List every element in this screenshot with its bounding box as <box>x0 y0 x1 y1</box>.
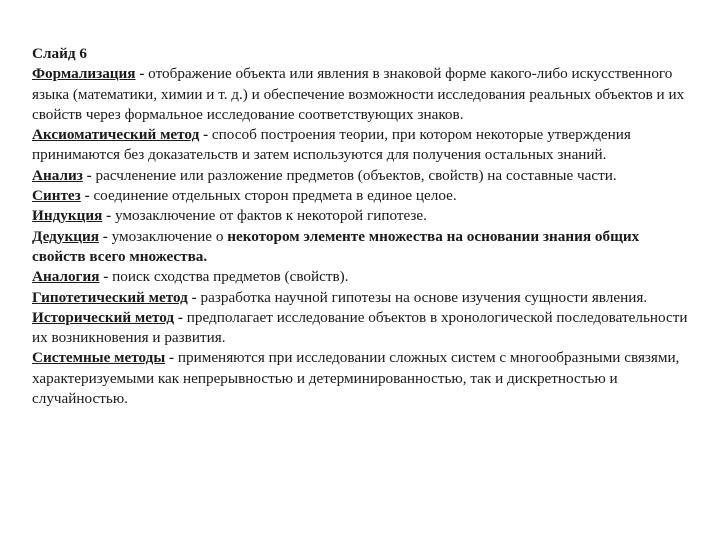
definition-text: соединение отдельных сторон предмета в единое целое. <box>93 187 457 205</box>
definition-text: отображение объекта или явления в знаковой форме какого-либо искусственного языка (математики, химии и т. д.) и обеспечение возможности исследования реальных объектов и их свойств через формальное исследование соответствующих знаков. <box>32 65 685 123</box>
definition-hypothetical-method <box>32 288 692 308</box>
definition-text: предполагает исследование объектов в хронологической последовательности их возникновения и развития. <box>32 308 688 347</box>
definition-text: способ построения теории, при котором некоторые утверждения принимаются без доказательств и затем используются для получения остальных знаний. <box>32 126 631 164</box>
term-hypothetical-method: Гипотетический метод <box>32 288 188 306</box>
term-dash: - <box>82 166 96 184</box>
term-dash: - <box>165 349 178 367</box>
definition-analysis <box>32 166 692 186</box>
term-axiomatic-method: Аксиоматический метод <box>32 126 200 144</box>
definition-deduction <box>32 227 692 268</box>
definition-formalization <box>32 64 692 125</box>
slide-title: Слайд 6 <box>32 45 87 62</box>
definition-text: поиск сходства предметов (свойств). <box>112 268 349 286</box>
definition-text: расчленение или разложение предметов (объектов, свойств) на составные части. <box>95 166 617 184</box>
term-analogy: Аналогия <box>32 268 100 286</box>
definition-text: умозаключение от фактов к некоторой гипотезе. <box>114 207 427 225</box>
term-dash: - <box>174 308 187 326</box>
term-induction: Индукция <box>32 207 103 225</box>
term-dash: - <box>102 207 115 225</box>
definition-text: разработка научной гипотезы на основе изучения сущности явления. <box>200 288 648 306</box>
definition-axiomatic-method <box>32 125 692 166</box>
slide-body <box>32 44 692 409</box>
definition-text: применяются при исследовании сложных систем с многообразными связями, характеризуемыми как непрерывностью и детерминированностью, так и дискретностью и случайностью. <box>32 349 680 408</box>
term-dash: - <box>199 126 212 144</box>
term-dash: - <box>80 187 94 205</box>
definition-induction <box>32 206 692 226</box>
term-dash: - <box>99 268 113 286</box>
definition-synthesis <box>32 186 692 206</box>
term-dash: - <box>187 288 201 306</box>
term-system-methods: Системные методы <box>32 349 166 367</box>
term-dash: - <box>98 227 112 245</box>
definition-analogy <box>32 267 692 287</box>
definition-text: умозаключение о <box>111 227 228 245</box>
term-historical-method: Исторический метод <box>32 308 175 326</box>
term-deduction: Дедукция <box>32 227 99 245</box>
term-analysis: Анализ <box>32 166 83 184</box>
term-formalization: Формализация <box>32 65 136 83</box>
definition-historical-method <box>32 308 692 349</box>
definition-system-methods <box>32 348 692 409</box>
term-dash: - <box>135 65 149 83</box>
term-synthesis: Синтез <box>32 187 81 205</box>
definition-text-bold: некотором элементе множества на основании знания общих свойств всего множества. <box>32 227 640 265</box>
